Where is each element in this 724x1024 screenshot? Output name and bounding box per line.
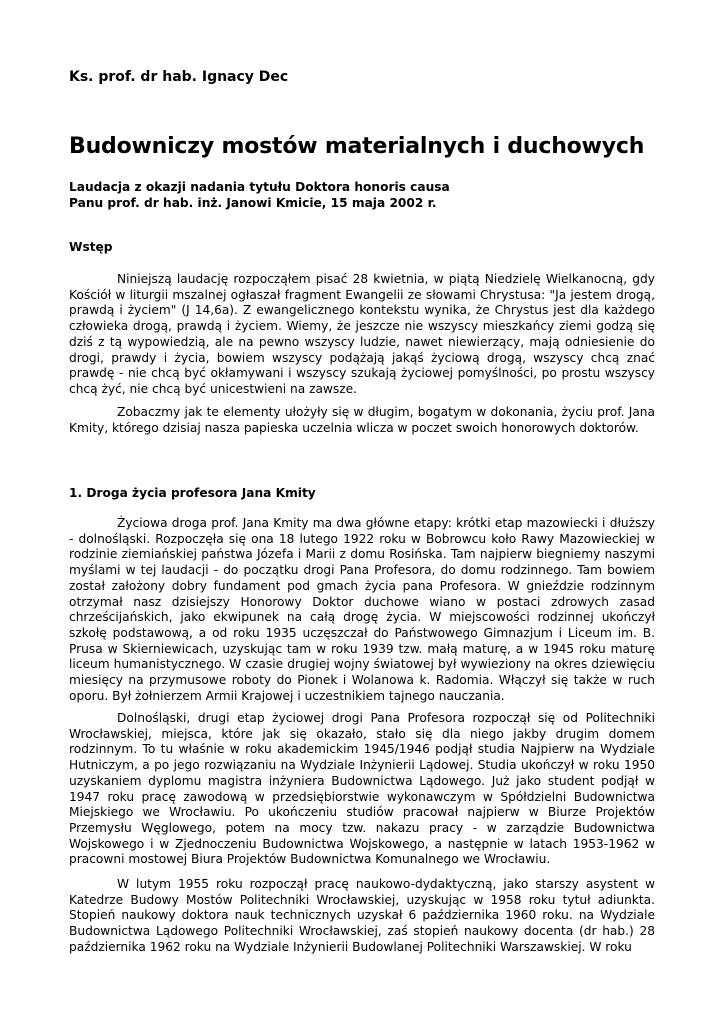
subtitle-line-2: Panu prof. dr hab. inż. Janowi Kmicie, 15 maja 2002 r. [69,196,437,210]
subtitle-line-1: Laudacja z okazji nadania tytułu Doktora honoris causa [69,180,450,194]
section-1-paragraph-2: Dolnośląski, drugi etap życiowej drogi Pana Profesora rozpoczął się od Politechniki Wrocławskiej, miejsca, które jak się okazało, stało się dla niego jakby drugim domem rodzinnym. To tu właśnie w roku akademickim 1945/1946 podjął studia Najpierw na Wydziale Hutniczym, a po jego rozwiązaniu na Wydziale Inżynierii Lądowej. Studia ukończył w roku 1950 uzyskaniem dyplomu magistra inżyniera Budownictwa Lądowego. Już jako student podjął w 1947 roku pracę zawodową w przedsiębiorstwie wykonawczym w Spółdzielni Budownictwa Miejskiego we Wrocławiu. Po ukończeniu studiów pracował najpierw w Biurze Projektów Przemysłu Węglowego, potem na mocy tzw. nakazu pracy - w zarządzie Budownictwa Wojskowego i w Zjednoczeniu Budownictwa Wojskowego, a następnie w latach 1953-1962 w pracowni mostowej Biura Projektów Budownictwa Komunalnego we Wrocławiu. [69,711,655,867]
document-title: Budowniczy mostów materialnych i duchowych [69,134,645,159]
intro-paragraph-2: Zobaczmy jak te elementy ułożyły się w długim, bogatym w dokonania, życiu prof. Jana Kmity, którego dzisiaj nasza papieska uczelnia wlicza w poczet swoich honorowych doktorów. [69,405,655,435]
section-1-paragraph-3: W lutym 1955 roku rozpoczął pracę naukowo-dydaktyczną, jako starszy asystent w Katedrze Budowy Mostów Politechniki Wrocławskiej, uzyskując w 1958 roku tytuł adiunkta. Stopień naukowy doktora nauk technicznych uzyskał 6 października 1960 roku. na Wydziale Budownictwa Lądowego Politechniki Wrocławskiej, zaś stopień naukowy docenta (dr hab.) 28 października 1962 roku na Wydziale Inżynierii Budowlanej Politechniki Warszawskiej. W roku [69,877,655,954]
document-subtitle [69,179,450,211]
document-page [69,0,655,1024]
intro-paragraph-1: Niniejszą laudację rozpocząłem pisać 28 kwietnia, w piątą Niedzielę Wielkanocną, gdy Kościół w liturgii mszalnej ogłaszał fragment Ewangelii ze słowami Chrystusa: "Ja jestem drogą, prawdą i życiem" (J 14,6a). Z ewangelicznego kontekstu wynika, że Chrystus jest dla każdego człowieka drogą, prawdą i życiem. Wiemy, że jeszcze nie wszyscy mieszkańcy ziemi godzą się dziś z tą wypowiedzią, ale na pewno wszyscy ludzie, nawet niewierzący, mają odniesienie do drogi, prawdy i życia, bowiem wszyscy podążają jakąś życiową drogą, wszyscy chcą znać prawdę - nie chcą być okłamywani i wszyscy szukają życiowej pomyślności, po prostu wszyscy chcą żyć, nie chcą być unicestwieni na zawsze. [69,272,655,396]
intro-heading: Wstęp [69,240,113,254]
section-1-paragraph-1: Życiowa droga prof. Jana Kmity ma dwa główne etapy: krótki etap mazowiecki i dłuższy - dolnośląski. Rozpoczęła się ona 18 lutego 1922 roku w Bobrowcu koło Rawy Mazowieckiej w rodzinie ziemiańskiej państwa Józefa i Marii z domu Rosińska. Tam najpierw biegniemy naszymi myślami w tej laudacji - do początku drogi Pana Profesora, do domu rodzinnego. Tam bowiem został założony dobry fundament pod gmach życia pana Profesora. W gnieździe rodzinnym otrzymał nasz dzisiejszy Honorowy Doktor duchowe wiano w postaci zdrowych zasad chrześcijańskich, jako ekwipunek na całą drogę życia. W miejscowości rodzinnej ukończył szkołę podstawową, a od roku 1935 uczęszczał do Państwowego Gimnazjum i Liceum im. B. Prusa w Skierniewicach, uzyskując tam w roku 1939 tzw. małą maturę, a w 1945 roku maturę liceum humanistycznego. W czasie drugiej wojny światowej był wywieziony na okres dziewięciu miesięcy na przymusowe roboty do Pionek i Wolanowa k. Radomia. Włączył się także w ruch oporu. Był żołnierzem Armii Krajowej i uczestnikiem tajnego nauczania. [69,516,655,703]
author-line: Ks. prof. dr hab. Ignacy Dec [69,69,289,85]
section-1-heading: 1. Droga życia profesora Jana Kmity [69,486,316,500]
